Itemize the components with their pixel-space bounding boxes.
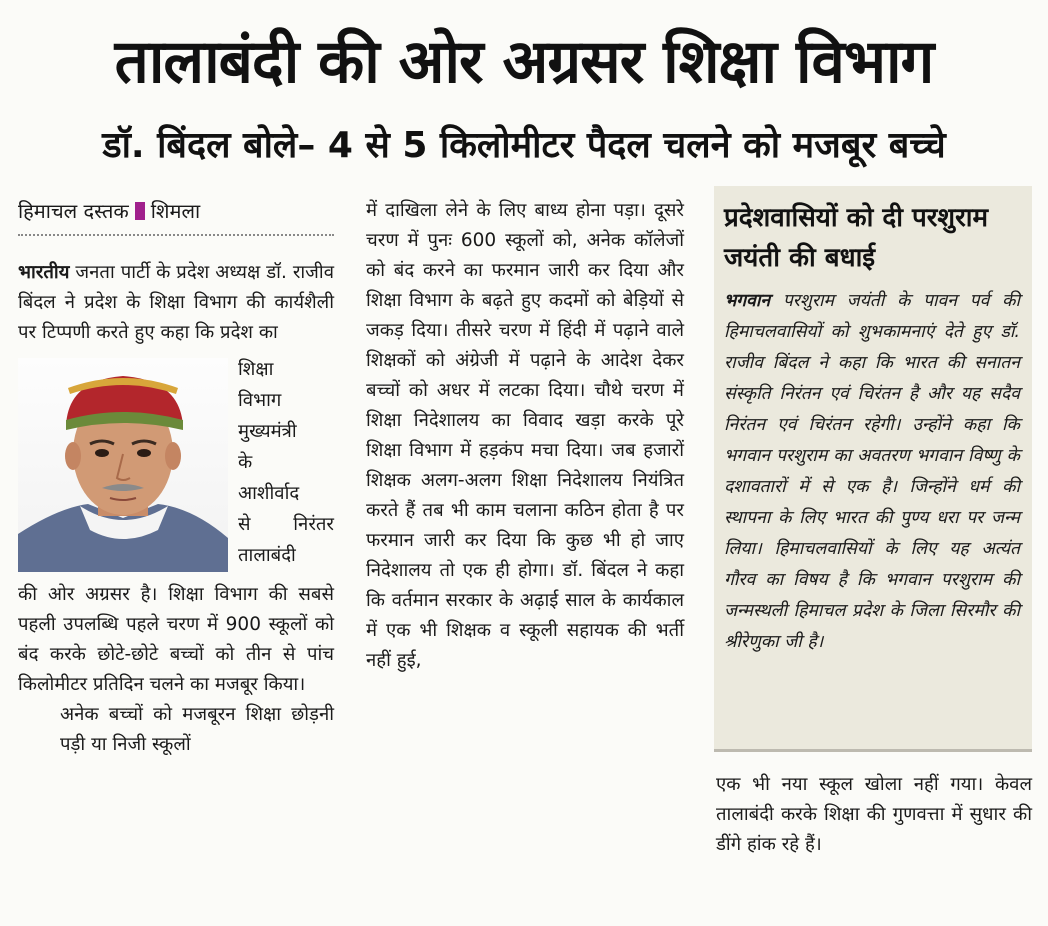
article-column-3 [716, 770, 1032, 860]
photo-block [18, 354, 334, 576]
article-column-1 [18, 196, 334, 760]
wrapped-word: के [238, 452, 253, 473]
wrapped-word: विभाग [238, 390, 282, 411]
wrapped-word: तालाबंदी [238, 545, 296, 566]
sidebar-title: प्रदेशवासियों को दी परशुराम जयंती की बधाई [724, 203, 988, 273]
article-paragraph-1-continued: की ओर अग्रसर है। शिक्षा विभाग की सबसे पहली उपलब्धि पहले चरण में 900 स्कूलों को बंद करके छोटे-छोटे बच्चों को तीन से पांच किलोमीटर प्रतिदिन चलने का मजबूर किया। [18, 584, 334, 695]
subheadline: डॉ. बिंदल बोले– 4 से 5 किलोमीटर पैदल चलने को मजबूर बच्चे [102, 125, 946, 166]
sidebar-lead-word: भगवान [724, 291, 771, 311]
headline: तालाबंदी की ओर अग्रसर शिक्षा विभाग [114, 27, 934, 97]
politician-photo [18, 358, 228, 572]
byline-source: हिमाचल दस्तक [18, 199, 129, 223]
byline-separator-square [135, 202, 145, 220]
sidebar-body [724, 286, 1020, 658]
wrapped-text-beside-photo [238, 354, 334, 571]
wrapped-word: आशीर्वाद [238, 483, 300, 504]
article-column-2-text: में दाखिला लेने के लिए बाध्य होना पड़ा। दूसरे चरण में पुनः 600 स्कूलों को, अनेक कॉलेजों को बंद करने का फरमान जारी कर दिया और शिक्षा विभाग के बढ़ते हुए कदमों को बेड़ियों से जकड़ दिया। तीसरे चरण में हिंदी में पढ़ाने वाले शिक्षकों को अंग्रेजी में पढ़ाने के आदेश देकर बच्चों को अधर में लटका दिया। चौथे चरण में शिक्षा निदेशालय का विवाद खड़ा करके पूरे शिक्षा विभाग में हड़कंप मचा दिया। जब हजारों शिक्षक अलग-अलग शिक्षा निदेशालय नियंत्रित करते हैं तब भी काम चलाना कठिन होता है पर फरमान जारी कर दिया कि कुछ भी हो जाए निदेशालय तो एक ही होगा। डॉ. बिंदल ने कहा कि वर्तमान सरकार के अढ़ाई साल के कार्यकाल में एक भी शिक्षक व स्कूली सहायक की भर्ती नहीं हुई, [366, 200, 684, 671]
article-column-3-text: एक भी नया स्कूल खोला नहीं गया। केवल तालाबंदी करके शिक्षा की गुणवत्ता में सुधार की डींगे हांक रहे हैं। [716, 774, 1032, 855]
article-paragraph-2: अनेक बच्चों को मजबूरन शिक्षा छोड़नी पड़ी या निजी स्कूलों [60, 704, 334, 755]
article-paragraph-1 [18, 258, 334, 348]
wrapped-word: से निरंतर [238, 514, 334, 535]
article-text: जनता पार्टी के प्रदेश अध्यक्ष डॉ. राजीव बिंदल ने प्रदेश के शिक्षा विभाग की कार्यशैली पर टिप्पणी करते हुए कहा कि प्रदेश का [18, 262, 334, 343]
byline-place: शिमला [150, 199, 201, 223]
sidebar-box [714, 186, 1032, 752]
sidebar-text: परशुराम जयंती के पावन पर्व की हिमाचलवासियों को शुभकामनाएं देते हुए डॉ. राजीव बिंदल ने कहा कि भारत की सनातन संस्कृति निरंतन एवं चिरंतन है और यह सदैव निरंतन एवं चिरंतन रहेगी। उन्होंने कहा कि भगवान परशुराम का अवतरण भगवान विष्णु के दशावतारों में से एक है। जिन्होंने धर्म की स्थापना के लिए भारत की पुण्य धरा पर जन्म लिया। हिमाचलवासियों के लिए यह अत्यंत गौरव का विषय है कि भगवान परशुराम की जन्मस्थली हिमाचल प्रदेश के जिला सिरमौर की श्रीरेणुका जी है। [724, 291, 1020, 652]
byline [18, 196, 334, 236]
wrapped-word: मुख्यमंत्री [238, 421, 297, 442]
article-column-2 [366, 196, 684, 676]
lead-word: भारतीय [18, 262, 70, 283]
wrapped-word: शिक्षा [238, 359, 274, 380]
